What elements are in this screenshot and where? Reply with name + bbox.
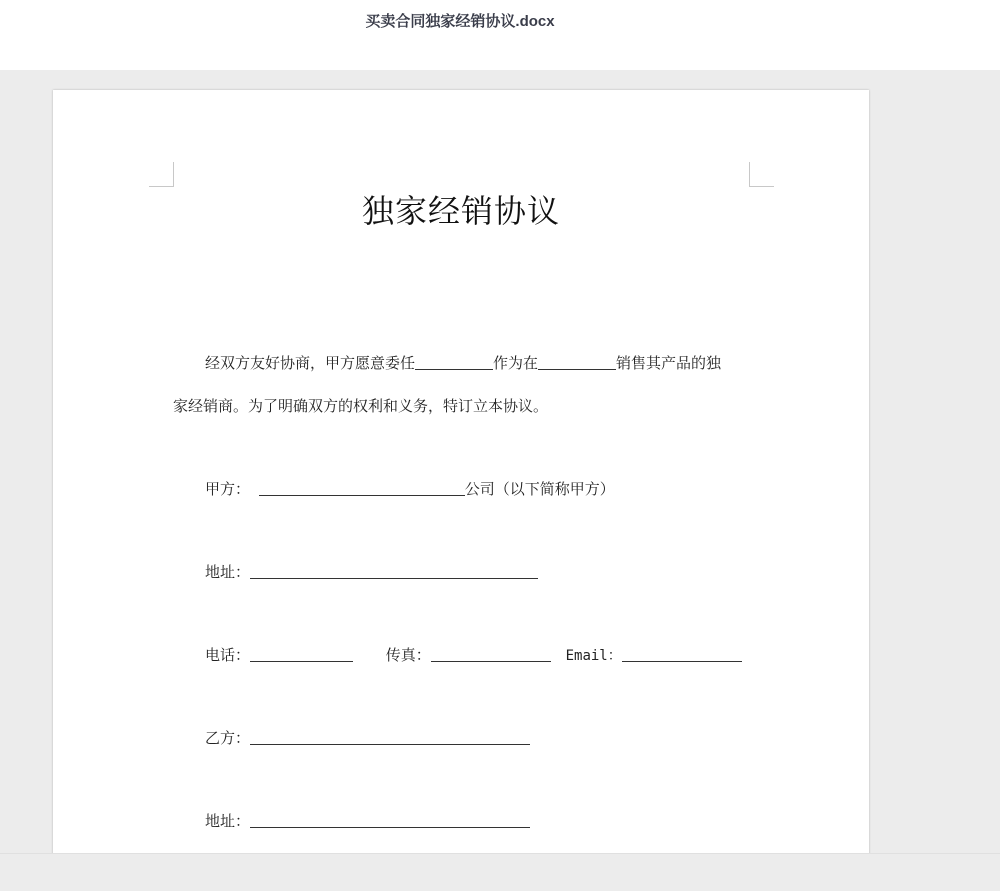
intro-text-3: 销售其产品的独 xyxy=(616,354,722,372)
party-a-label: 甲方： xyxy=(205,480,251,498)
address-a-line xyxy=(205,561,538,582)
intro-text-1: 经双方友好协商，甲方愿意委任 xyxy=(205,354,416,372)
intro-paragraph-line-2: 家经销商。为了明确双方的权利和义务，特订立本协议。 xyxy=(173,397,549,415)
document-page[interactable] xyxy=(53,90,869,870)
territory-blank[interactable] xyxy=(538,368,616,370)
address-b-blank[interactable] xyxy=(250,826,530,828)
party-a-suffix: 公司（以下简称甲方） xyxy=(464,480,615,498)
address-b-line xyxy=(205,810,530,831)
document-heading: 独家经销协议 xyxy=(361,192,560,230)
contact-line xyxy=(205,644,742,665)
party-a-line xyxy=(205,478,615,499)
bottom-bar xyxy=(0,853,1000,891)
party-b-line xyxy=(205,727,530,748)
document-file-name: 买卖合同独家经销协议.docx xyxy=(365,13,555,30)
party-a-name-blank[interactable] xyxy=(259,494,465,496)
party-b-name-blank[interactable] xyxy=(250,743,530,745)
email-blank[interactable] xyxy=(622,660,742,662)
address-a-label: 地址： xyxy=(205,563,251,581)
party-b-label: 乙方： xyxy=(205,729,251,747)
phone-blank[interactable] xyxy=(250,660,353,662)
fax-blank[interactable] xyxy=(431,660,551,662)
phone-label: 电话： xyxy=(205,646,251,664)
address-b-label: 地址： xyxy=(205,812,251,830)
appointee-blank[interactable] xyxy=(415,368,493,370)
intro-paragraph-line-1 xyxy=(205,352,721,373)
address-a-blank[interactable] xyxy=(250,577,538,579)
margin-corner-mark-left xyxy=(149,162,174,187)
fax-label: 传真： xyxy=(385,646,431,664)
margin-corner-mark-right xyxy=(749,162,774,187)
title-bar xyxy=(0,0,1000,70)
email-label: Email： xyxy=(565,648,622,664)
intro-text-2: 作为在 xyxy=(493,354,539,372)
